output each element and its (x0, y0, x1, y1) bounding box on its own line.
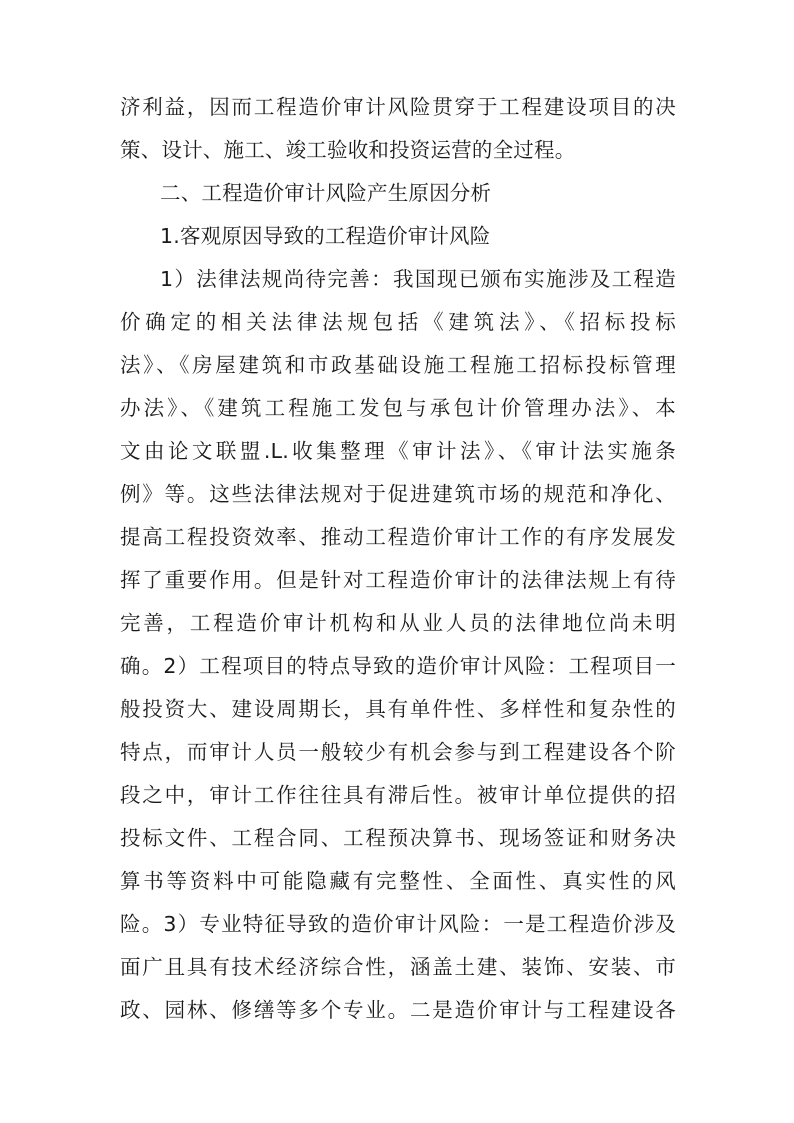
paragraph-line: 价确定的相关法律法规包括《建筑法》、《招标投标 (120, 310, 676, 334)
paragraph-line: 确。2）工程项目的特点导致的造价审计风险：工程项目一 (120, 654, 676, 678)
paragraph-line: 例》等。这些法律法规对于促进建筑市场的规范和净化、 (120, 482, 676, 506)
paragraph-line: 1）法律法规尚待完善：我国现已颁布实施涉及工程造 (160, 267, 676, 291)
paragraph-line: 策、设计、施工、竣工验收和投资运营的全过程。 (120, 138, 576, 162)
paragraph-line: 险。3）专业特征导致的造价审计风险：一是工程造价涉及 (120, 912, 676, 936)
paragraph-line: 面广且具有技术经济综合性，涵盖土建、装饰、安装、市 (120, 955, 676, 979)
paragraph-line: 提高工程投资效率、推动工程造价审计工作的有序发展发 (120, 525, 676, 549)
paragraph-line: 政、园林、修缮等多个专业。二是造价审计与工程建设各 (120, 998, 676, 1022)
paragraph-line: 特点，而审计人员一般较少有机会参与到工程建设各个阶 (120, 740, 676, 764)
paragraph-line: 投标文件、工程合同、工程预决算书、现场签证和财务决 (120, 826, 676, 850)
paragraph-line: 算书等资料中可能隐藏有完整性、全面性、真实性的风 (120, 869, 676, 893)
paragraph-line: 济利益，因而工程造价审计风险贯穿于工程建设项目的决 (120, 95, 676, 119)
paragraph-line: 般投资大、建设周期长，具有单件性、多样性和复杂性的 (120, 697, 676, 721)
subsection-heading: 1.客观原因导致的工程造价审计风险 (160, 224, 491, 248)
paragraph-line: 法》、《房屋建筑和市政基础设施工程施工招标投标管理 (120, 353, 676, 377)
paragraph-line: 文由论文联盟.L.收集整理《审计法》、《审计法实施条 (120, 439, 676, 463)
paragraph-line: 办法》、《建筑工程施工发包与承包计价管理办法》、本 (120, 396, 676, 420)
paragraph-line: 完善，工程造价审计机构和从业人员的法律地位尚未明 (120, 611, 676, 635)
section-heading: 二、工程造价审计风险产生原因分析 (160, 181, 492, 205)
paragraph-line: 段之中，审计工作往往具有滞后性。被审计单位提供的招 (120, 783, 676, 807)
paragraph-line: 挥了重要作用。但是针对工程造价审计的法律法规上有待 (120, 568, 676, 592)
